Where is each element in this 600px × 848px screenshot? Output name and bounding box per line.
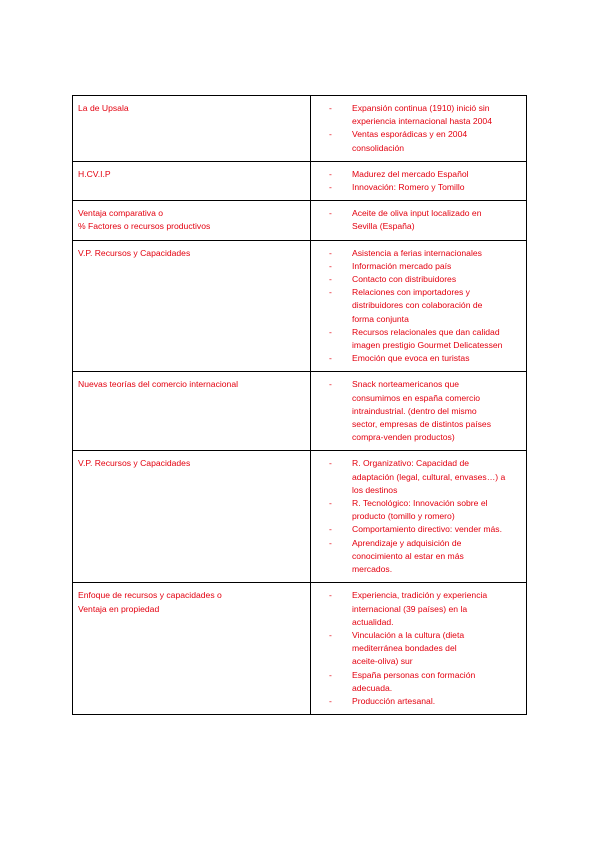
theory-label: Ventaja comparativa o % Factores o recursos productivos <box>78 208 211 232</box>
list-item-text: - Vinculación a la cultura (dieta mediterránea bondades del aceite-oliva) sur <box>352 629 465 667</box>
theory-label: La de Upsala <box>78 103 129 113</box>
table-row <box>73 201 527 240</box>
list-item <box>329 695 520 708</box>
bullet-list <box>329 457 520 576</box>
application-cell <box>311 451 527 583</box>
theory-label: V.P. Recursos y Capacidades <box>78 458 191 469</box>
theory-cell <box>73 240 311 372</box>
list-item-text: - Ventas esporádicas y en 2004 consolidación <box>352 129 468 153</box>
list-item-text: - Información mercado país <box>352 260 452 271</box>
application-cell <box>311 240 527 372</box>
table-row <box>73 161 527 200</box>
list-item-text: - Asistencia a ferias internacionales <box>352 247 482 258</box>
list-item <box>329 273 520 286</box>
list-item <box>329 168 520 181</box>
bullet-list <box>329 378 520 444</box>
list-item <box>329 589 520 629</box>
application-cell <box>311 96 527 162</box>
list-item <box>329 181 520 194</box>
list-item-text: - Aprendizaje y adquisición de conocimiento al estar en más mercados. <box>352 537 464 575</box>
application-cell <box>311 201 527 240</box>
list-item <box>329 669 520 695</box>
bullet-list <box>329 102 520 155</box>
theory-cell <box>73 372 311 451</box>
list-item-text: - Recursos relacionales que dan calidad imagen prestigio Gourmet Delicatessen <box>352 326 503 351</box>
theory-cell <box>73 161 311 200</box>
list-item <box>329 629 520 669</box>
bullet-list <box>329 168 520 194</box>
table-row <box>73 372 527 451</box>
table-row <box>73 583 527 715</box>
list-item <box>329 128 520 154</box>
list-item-text: - R. Organizativo: Capacidad de adaptación (legal, cultural, envases…) a los destinos <box>352 458 506 495</box>
list-item <box>329 378 520 444</box>
application-cell <box>311 372 527 451</box>
list-item-text: - Emoción que evoca en turistas <box>352 353 470 364</box>
theory-label: V.P. Recursos y Capacidades <box>78 247 191 258</box>
list-item <box>329 537 520 577</box>
list-item <box>329 497 520 523</box>
list-item-text: - Innovación: Romero y Tomillo <box>352 182 465 193</box>
list-item-text: - R. Tecnológico: Innovación sobre el producto (tomillo y romero) <box>352 498 488 522</box>
table-row <box>73 240 527 372</box>
theory-label: H.CV.I.P <box>78 168 111 179</box>
list-item-text: - Madurez del mercado Español <box>352 168 469 179</box>
theory-label: Nuevas teorías del comercio internacional <box>78 379 239 390</box>
application-cell <box>311 583 527 715</box>
theory-table-body <box>73 96 527 715</box>
theory-cell <box>73 96 311 162</box>
list-item-text: - Expansión continua (1910) inició sin experiencia internacional hasta 2004 <box>352 103 492 127</box>
theory-cell <box>73 583 311 715</box>
table-row <box>73 451 527 583</box>
bullet-list <box>329 589 520 708</box>
list-item <box>329 260 520 273</box>
theory-cell <box>73 451 311 583</box>
list-item <box>329 247 520 260</box>
list-item-text: - Contacto con distribuidores <box>352 274 457 285</box>
list-item-text: - Snack norteamericanos que consumimos en españa comercio intraindustrial. (dentro del mismo sector, empresas de distintos países compra-venden productos) <box>352 379 492 443</box>
list-item <box>329 102 520 128</box>
list-item <box>329 457 520 497</box>
application-cell <box>311 161 527 200</box>
theory-label: Enfoque de recursos y capacidades o Ventaja en propiedad <box>78 590 222 614</box>
list-item <box>329 352 520 365</box>
list-item-text: - Comportamiento directivo: vender más. <box>352 524 502 535</box>
bullet-list <box>329 207 520 233</box>
theory-table <box>72 95 527 715</box>
list-item <box>329 286 520 326</box>
list-item <box>329 523 520 536</box>
list-item <box>329 207 520 233</box>
list-item-text: - Producción artesanal. <box>352 695 436 706</box>
list-item-text: - España personas con formación adecuada. <box>352 669 476 693</box>
theory-cell <box>73 201 311 240</box>
table-row <box>73 96 527 162</box>
list-item-text: - Experiencia, tradición y experiencia internacional (39 países) en la actualidad. <box>352 590 488 627</box>
list-item-text: - Aceite de oliva input localizado en Sevilla (España) <box>352 208 482 232</box>
list-item-text: - Relaciones con importadores y distribuidores con colaboración de forma conjunta <box>352 287 483 324</box>
list-item <box>329 326 520 352</box>
bullet-list <box>329 247 520 366</box>
